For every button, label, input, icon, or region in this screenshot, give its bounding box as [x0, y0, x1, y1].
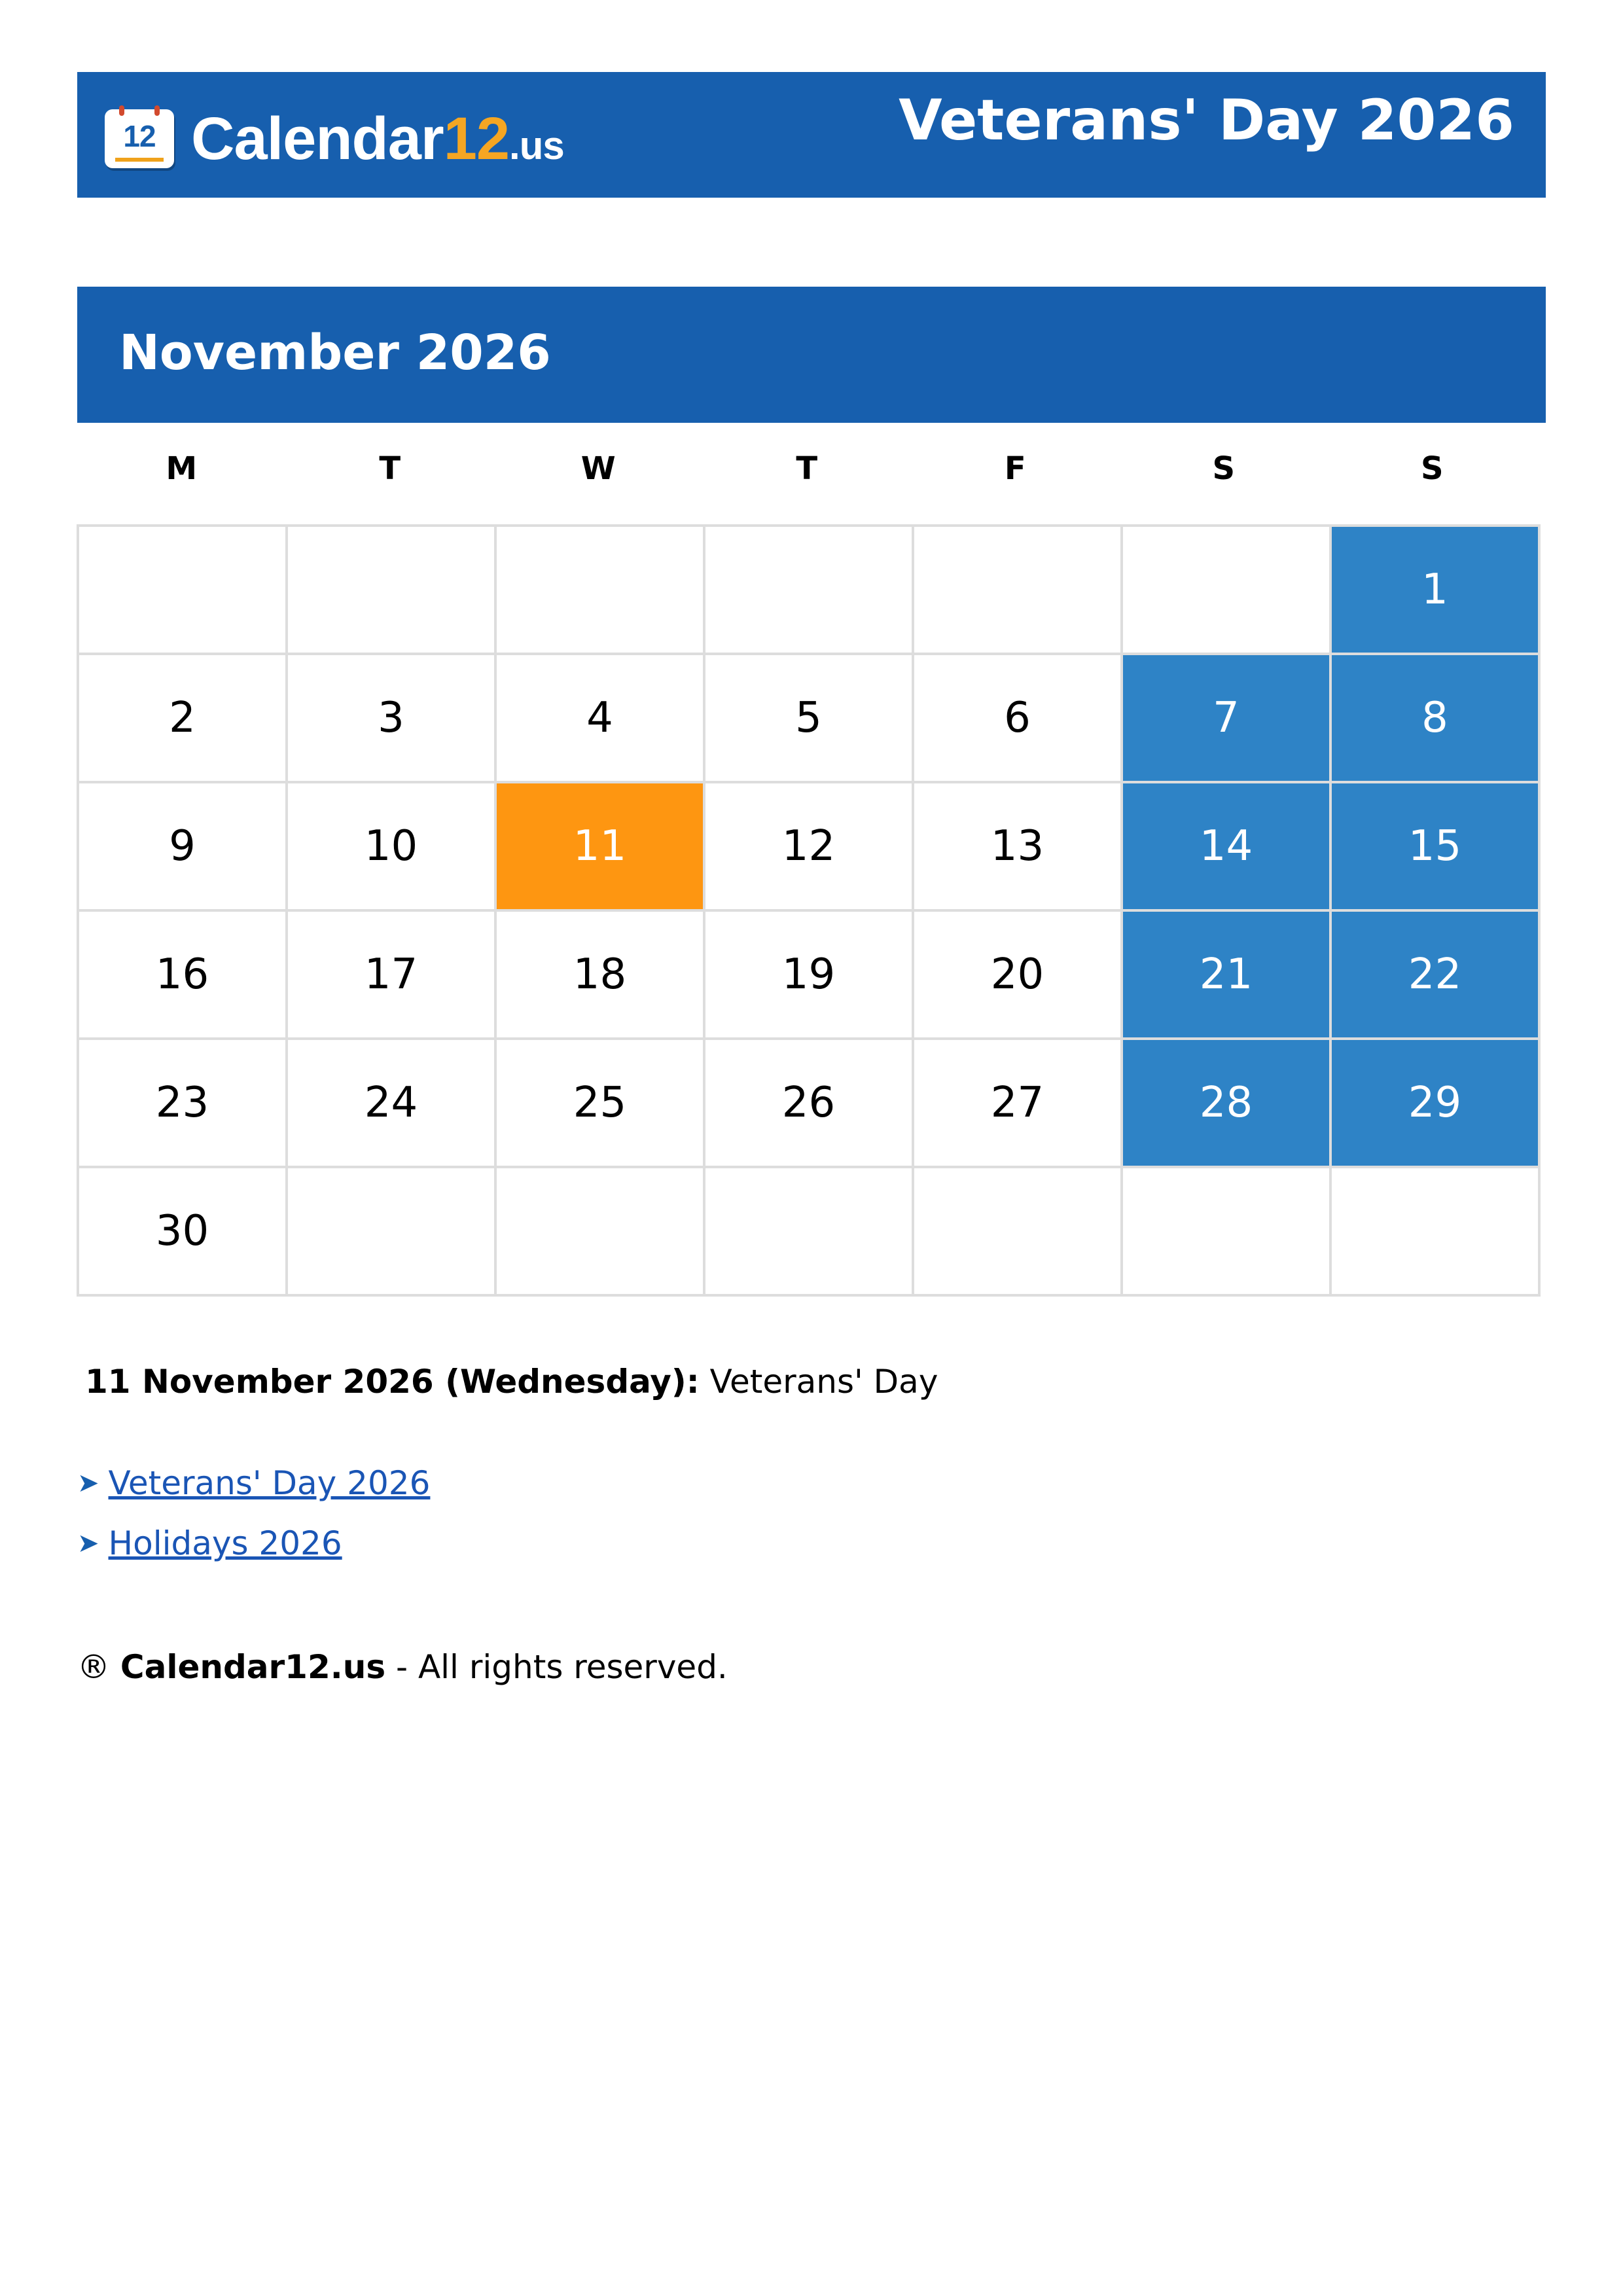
page-title: Veterans' Day 2026	[899, 88, 1514, 153]
day-cell-empty	[288, 527, 497, 655]
site-header	[77, 72, 1546, 198]
day-cell: 17	[288, 912, 497, 1040]
day-cell: 26	[705, 1040, 914, 1168]
day-cell: 24	[288, 1040, 497, 1168]
link-row	[77, 1524, 430, 1563]
day-cell: 23	[79, 1040, 288, 1168]
related-links	[77, 1463, 430, 1584]
day-cell-weekend: 21	[1123, 912, 1332, 1040]
month-header	[77, 287, 1546, 423]
day-cell: 9	[79, 783, 288, 912]
day-cell-empty	[288, 1168, 497, 1297]
calendar-icon	[105, 109, 174, 168]
day-cell-empty	[1123, 1168, 1332, 1297]
day-cell-empty	[1332, 1168, 1541, 1297]
calendar-ring-right	[154, 105, 160, 116]
day-cell-empty	[914, 1168, 1123, 1297]
day-cell: 30	[79, 1168, 288, 1297]
day-cell: 13	[914, 783, 1123, 912]
day-cell-empty	[705, 1168, 914, 1297]
calendar-icon-bar	[115, 158, 164, 162]
day-cell-holiday: 11	[497, 783, 705, 912]
day-cell-empty	[497, 1168, 705, 1297]
logo-text-tld: .us	[509, 124, 564, 168]
weekday-label: S	[1212, 450, 1236, 487]
day-cell: 10	[288, 783, 497, 912]
day-cell: 3	[288, 655, 497, 783]
day-cell-weekend: 29	[1332, 1040, 1541, 1168]
day-cell: 6	[914, 655, 1123, 783]
site-logo[interactable]	[105, 106, 564, 171]
footer-brand: Calendar12.us	[120, 1648, 386, 1686]
day-cell: 4	[497, 655, 705, 783]
holiday-name: Veterans' Day	[709, 1363, 938, 1401]
day-cell-empty	[497, 527, 705, 655]
link-holidays[interactable]: Holidays 2026	[108, 1524, 342, 1562]
day-cell: 16	[79, 912, 288, 1040]
day-cell-weekend: 15	[1332, 783, 1541, 912]
day-cell-empty	[79, 527, 288, 655]
calendar-ring-left	[119, 105, 124, 116]
weekday-label: M	[166, 450, 198, 487]
weekday-header-row	[77, 449, 1537, 488]
registered-symbol: ®	[77, 1648, 110, 1686]
holiday-note	[85, 1363, 938, 1401]
day-cell: 20	[914, 912, 1123, 1040]
link-row	[77, 1463, 430, 1503]
arrow-right-icon: ➤	[77, 1468, 99, 1498]
footer-copyright	[77, 1648, 728, 1686]
month-title: November 2026	[119, 325, 551, 381]
day-cell: 12	[705, 783, 914, 912]
calendar-icon-number: 12	[123, 119, 156, 153]
calendar-grid	[77, 524, 1541, 1297]
weekday-label: W	[580, 450, 616, 487]
footer-text: - All rights reserved.	[396, 1648, 728, 1686]
logo-text-accent: 12	[443, 105, 510, 172]
link-veterans-day[interactable]: Veterans' Day 2026	[108, 1464, 431, 1502]
day-cell: 25	[497, 1040, 705, 1168]
logo-wordmark	[191, 105, 564, 172]
day-cell: 19	[705, 912, 914, 1040]
weekday-label: F	[1004, 450, 1026, 487]
day-cell-empty	[705, 527, 914, 655]
day-cell-empty	[914, 527, 1123, 655]
day-cell-empty	[1123, 527, 1332, 655]
day-cell: 5	[705, 655, 914, 783]
arrow-right-icon: ➤	[77, 1528, 99, 1558]
day-cell: 2	[79, 655, 288, 783]
weekday-label: S	[1420, 450, 1444, 487]
day-cell-weekend: 14	[1123, 783, 1332, 912]
weekday-label: T	[379, 450, 401, 487]
day-cell-weekend: 7	[1123, 655, 1332, 783]
day-cell-weekend: 1	[1332, 527, 1541, 655]
day-cell-weekend: 28	[1123, 1040, 1332, 1168]
logo-text-main: Calendar	[191, 105, 444, 172]
weekday-label: T	[796, 450, 818, 487]
day-cell: 18	[497, 912, 705, 1040]
holiday-date-label: 11 November 2026 (Wednesday):	[85, 1363, 700, 1401]
day-cell-weekend: 22	[1332, 912, 1541, 1040]
day-cell: 27	[914, 1040, 1123, 1168]
day-cell-weekend: 8	[1332, 655, 1541, 783]
